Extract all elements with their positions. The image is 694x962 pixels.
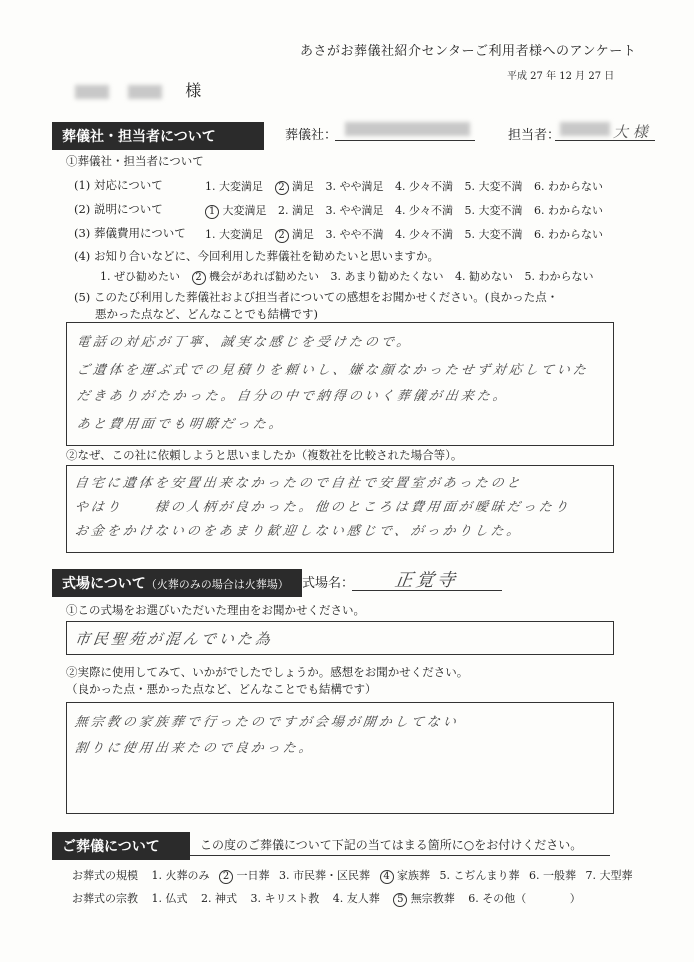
handwritten-line: だきありがたかった。自分の中で納得のいく葬儀が出来た。 <box>75 389 510 404</box>
option[interactable]: 家族葬 <box>397 869 430 882</box>
option[interactable]: 4. 勧めない <box>455 270 513 283</box>
option[interactable]: 6. わからない <box>534 204 603 217</box>
option[interactable]: 4. 友人葬 <box>332 892 380 905</box>
recommend-options <box>100 268 594 285</box>
section-header-funeral: ご葬儀について <box>52 832 190 860</box>
option[interactable]: 4. 少々不満 <box>395 228 453 241</box>
option[interactable]: 4. 少々不満 <box>395 180 453 193</box>
honorific: 様 <box>185 81 202 100</box>
handwritten-line: やはり 様の人柄が良かった。他のところは費用面が曖昧だったり <box>73 500 572 515</box>
option[interactable]: 5. 大変不満 <box>464 228 523 241</box>
row-options-explanation <box>205 202 603 219</box>
option[interactable]: 3. 市民葬・区民葬 <box>279 869 370 882</box>
staff-handwriting: 大 様 <box>613 123 648 141</box>
funeral-scale-row <box>72 867 633 884</box>
document-title: あさがお葬儀社紹介センターご利用者様へのアンケート <box>300 44 637 59</box>
option: ） <box>569 892 581 905</box>
option[interactable]: 5. 大変不満 <box>464 180 523 193</box>
document-date: 平成 27 年 12 月 27 日 <box>507 71 615 82</box>
option[interactable]: 1. 火葬のみ <box>151 869 210 882</box>
row-label: お葬式の宗教 <box>72 892 138 905</box>
selected-circle[interactable]: 2 <box>219 870 233 884</box>
venue-handwriting: 正覚寺 <box>393 570 460 591</box>
row-options-cost <box>205 226 603 243</box>
selected-circle[interactable]: 1 <box>205 205 219 219</box>
option[interactable]: 6. その他（ <box>468 892 527 905</box>
option[interactable]: 満足 <box>292 180 314 193</box>
recipient-line <box>75 78 201 101</box>
handwritten-line: 市民聖苑が混んでいた為 <box>73 630 275 648</box>
option[interactable]: 5. こぢんまり葬 <box>439 869 520 882</box>
selected-circle[interactable]: 2 <box>192 271 206 285</box>
row-label-response: (1) 対応について <box>74 178 163 192</box>
venue-reason-box[interactable] <box>66 621 614 655</box>
option[interactable]: 7. 大型葬 <box>585 869 633 882</box>
option[interactable]: 満足 <box>292 228 314 241</box>
funeral-home-label: 葬儀社： <box>285 128 338 143</box>
handwritten-line: あと費用面でも明瞭だった。 <box>75 417 286 432</box>
section-header-funeral-home: 葬儀社・担当者について <box>52 122 264 150</box>
selected-circle[interactable]: 2 <box>275 229 289 243</box>
option[interactable]: 5. わからない <box>524 270 594 283</box>
handwritten-line: ご遺体を運ぶ式での見積りを頼いし、嫌な顔なかったせず対応していた <box>75 363 590 378</box>
venue-impression-box[interactable] <box>66 702 614 814</box>
redacted-name-block <box>128 85 162 99</box>
option[interactable]: 4. 少々不満 <box>395 204 453 217</box>
why-answer-box[interactable] <box>66 465 614 553</box>
handwritten-line: 電話の対応が丁寧、誠実な感じを受けたので。 <box>75 335 414 350</box>
handwritten-line: 無宗教の家族葬で行ったのですが会場が開かしてない <box>73 715 460 730</box>
row-label-explanation: (2) 説明について <box>74 202 163 216</box>
question-recommend: (4) お知り合いなどに、今回利用した葬儀社を勧めたいと思いますか。 <box>74 249 439 263</box>
venue-label: 式場名： <box>302 576 355 591</box>
staff-label: 担当者： <box>508 128 561 143</box>
selected-circle[interactable]: 2 <box>275 181 289 195</box>
selected-circle[interactable]: 4 <box>380 870 394 884</box>
handwritten-line: 割りに使用出来たので良かった。 <box>73 741 316 756</box>
funeral-religion-row <box>72 890 581 907</box>
handwritten-line: 自宅に遺体を安置出来なかったので自社で安置室があったのと <box>73 476 524 491</box>
impression-answer-box[interactable] <box>66 322 614 446</box>
option[interactable]: 1. 仏式 <box>151 892 188 905</box>
option[interactable]: 5. 大変不満 <box>464 204 523 217</box>
option[interactable]: 1. 大変満足 <box>205 228 263 241</box>
section-note: （火葬のみの場合は火葬場） <box>145 578 289 591</box>
redacted-name-block <box>75 85 109 99</box>
option[interactable]: 3. やや不満 <box>325 228 384 241</box>
question-venue-reason: ①この式場をお選びいただいた理由をお聞かせください。 <box>66 603 365 617</box>
question-why-chosen: ②なぜ、この社に依頼しようと思いましたか（複数社を比較された場合等）。 <box>66 448 463 462</box>
redacted-staff <box>560 122 610 136</box>
row-label: お葬式の規模 <box>72 869 138 882</box>
section-header-venue <box>52 569 302 597</box>
option[interactable]: 3. やや満足 <box>325 180 384 193</box>
redacted-funeral-home <box>345 122 470 136</box>
question-venue-impression: ②実際に使用してみて、いかがでしたでしょうか。感想をお聞かせください。 <box>66 665 469 679</box>
option[interactable]: 2. 神式 <box>201 892 237 905</box>
selected-circle[interactable]: 5 <box>393 893 407 907</box>
instruction-underline <box>190 855 610 856</box>
option[interactable]: 1. 大変満足 <box>205 180 263 193</box>
funeral-instruction: この度のご葬儀について下記の当てはまる箇所に○をお付けください。 <box>200 838 583 852</box>
question-impression: (5) このたび利用した葬儀社および担当者についての感想をお聞かせください。(良かった点・ <box>74 290 559 304</box>
option[interactable]: 6. 一般葬 <box>529 869 576 882</box>
option[interactable]: 6. わからない <box>534 180 603 193</box>
row-label-cost: (3) 葬儀費用について <box>74 226 186 240</box>
handwritten-line: お金をかけないのをあまり歓迎しない感じで、がっかりした。 <box>73 524 524 539</box>
section1-subtitle: ①葬儀社・担当者について <box>66 154 204 168</box>
option[interactable]: 無宗教葬 <box>410 892 455 905</box>
row-options-response <box>205 178 603 195</box>
option[interactable]: 大変満足 <box>222 204 267 217</box>
option[interactable]: 機会があれば勧めたい <box>209 270 319 283</box>
option[interactable]: 2. 満足 <box>278 204 314 217</box>
option[interactable]: 3. キリスト教 <box>250 892 320 905</box>
option[interactable]: 1. ぜひ勧めたい <box>100 270 180 283</box>
question-impression-cont: 悪かった点など、どんなことでも結構です) <box>95 307 318 321</box>
option[interactable]: 一日葬 <box>236 869 270 882</box>
option[interactable]: 6. わからない <box>534 228 603 241</box>
option[interactable]: 3. あまり勧めたくない <box>330 270 444 283</box>
section-title: 式場について <box>62 576 146 592</box>
question-venue-impression-cont: （良かった点・悪かった点など、どんなことでも結構です） <box>66 682 377 696</box>
option[interactable]: 3. やや満足 <box>325 204 384 217</box>
funeral-home-field <box>335 140 475 141</box>
